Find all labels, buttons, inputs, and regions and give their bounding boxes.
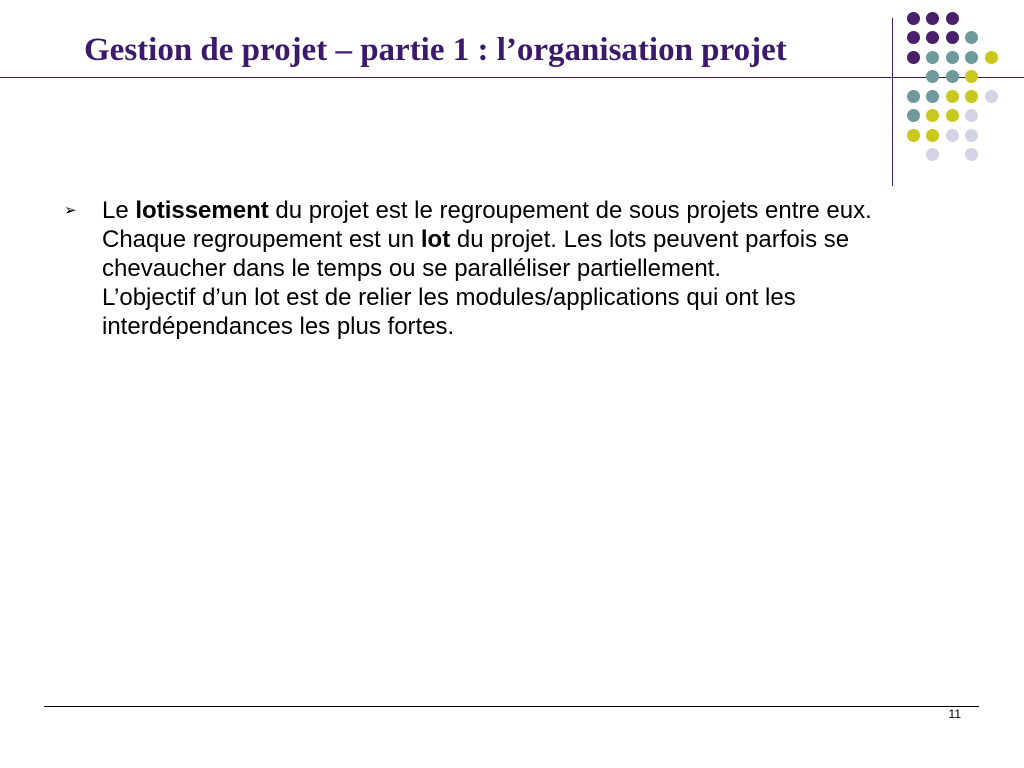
dot-purple [946, 31, 959, 44]
dot-lavender [965, 148, 978, 161]
footer-rule [44, 706, 979, 707]
dot-purple [907, 12, 920, 25]
dot-teal [946, 70, 959, 83]
dot-yellow [985, 51, 998, 64]
dot-yellow [926, 129, 939, 142]
dot-teal [965, 31, 978, 44]
bullet-item [64, 196, 944, 341]
dot-lavender [926, 148, 939, 161]
dot-yellow [926, 109, 939, 122]
dot-purple [926, 31, 939, 44]
vertical-divider [892, 18, 893, 186]
dot-teal [907, 90, 920, 103]
dot-lavender [965, 129, 978, 142]
term-lotissement: lotissement [135, 197, 269, 224]
paragraph-objective: L’objectif d’un lot est de relier les modules/applications qui ont les interdépendances les plus fortes. [102, 284, 796, 340]
dot-yellow [907, 129, 920, 142]
dot-teal [926, 51, 939, 64]
dot-purple [907, 31, 920, 44]
dot-teal [926, 90, 939, 103]
dot-teal [946, 51, 959, 64]
bullet-arrow-icon: ➢ [64, 202, 77, 219]
dot-purple [946, 12, 959, 25]
dot-yellow [965, 70, 978, 83]
dot-purple [907, 51, 920, 64]
slide-title: Gestion de projet – partie 1 : l’organisation projet [84, 32, 787, 68]
paragraph-text-3: du projet. Les lots peuvent parfois se chevaucher dans le temps ou se paralléliser partiellement. [102, 226, 850, 282]
page-number: 11 [948, 707, 961, 721]
dot-lavender [985, 90, 998, 103]
dot-teal [926, 70, 939, 83]
term-lot: lot [420, 226, 451, 253]
bullet-paragraph [102, 196, 944, 341]
dot-purple [926, 12, 939, 25]
dot-yellow [946, 90, 959, 103]
title-underline [0, 77, 1024, 78]
dot-lavender [965, 109, 978, 122]
dot-lavender [946, 129, 959, 142]
dot-teal [965, 51, 978, 64]
dot-grid-decoration [900, 0, 1024, 180]
paragraph-text-2: du projet est le regroupement de sous projets entre eux. Chaque regroupement est un [102, 197, 872, 253]
dot-teal [907, 109, 920, 122]
paragraph-text-1: Le [102, 197, 136, 224]
dot-yellow [946, 109, 959, 122]
dot-yellow [965, 90, 978, 103]
